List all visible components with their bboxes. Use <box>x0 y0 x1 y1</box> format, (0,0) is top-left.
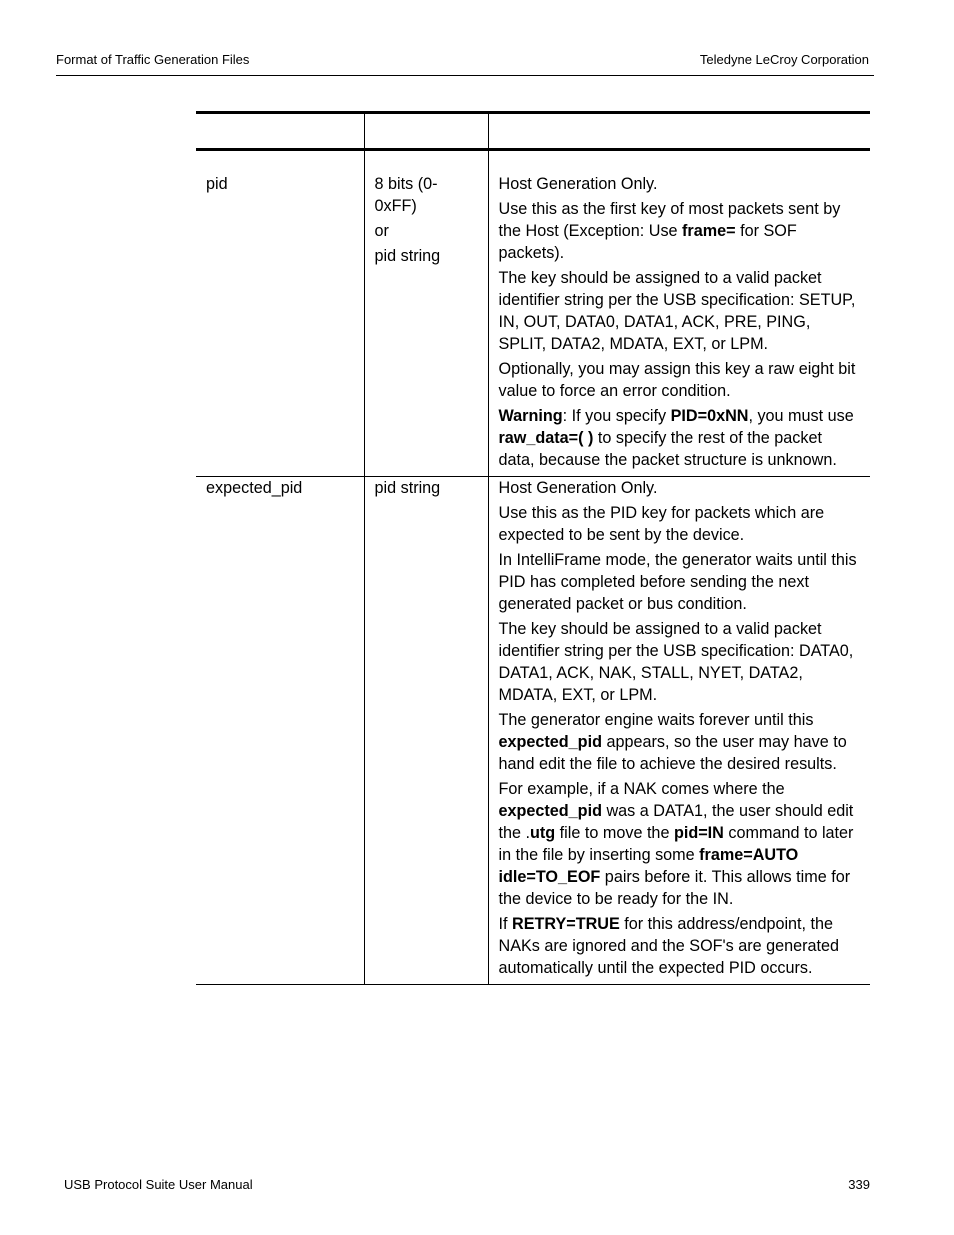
key-definition-table <box>196 111 870 985</box>
description-paragraph <box>499 173 862 195</box>
table-row <box>196 173 870 477</box>
text-run: If <box>498 915 512 933</box>
description-cell <box>488 477 870 985</box>
text-run: was a DATA1, the user should edit the . <box>498 802 854 842</box>
table-spacer-row <box>196 150 870 174</box>
running-header <box>56 52 869 72</box>
table-header-row <box>196 113 870 150</box>
text-run: for SOF packets). <box>498 222 797 262</box>
header-company: Teledyne LeCroy Corporation <box>699 52 869 67</box>
description-paragraph <box>499 549 862 615</box>
text-run: Optionally, you may assign this key a raw eight bit value to force an error condition. <box>498 360 856 400</box>
text-run: Host Generation Only. <box>498 479 658 497</box>
bold-keyword: RETRY=TRUE <box>512 915 620 933</box>
key-table <box>196 111 870 985</box>
bold-keyword: frame=AUTO idle=TO_EOF <box>498 846 799 886</box>
text-run: The generator engine waits forever until this <box>498 711 814 729</box>
header-cell-key <box>196 113 364 150</box>
description-paragraph <box>499 778 862 910</box>
bold-keyword: expected_pid <box>498 802 602 820</box>
text-run: for this address/endpoint, the NAKs are ignored and the SOF's are generated automatically until the expected PID occurs. <box>498 915 840 977</box>
description-paragraph <box>499 913 862 979</box>
description-paragraph <box>499 198 862 264</box>
text-run: The key should be assigned to a valid packet identifier string per the USB specification: DATA0, DATA1, ACK, NAK, STALL, NYET, DATA2, MDATA, EXT, or LPM. <box>498 620 854 704</box>
text-run: For example, if a NAK comes where the <box>498 780 785 798</box>
text-run: pairs before it. This allows time for the device to be ready for the IN. <box>498 868 851 908</box>
description-paragraph <box>499 477 862 499</box>
value-line: pid string <box>374 479 441 497</box>
key-cell: pid <box>196 173 364 477</box>
header-cell-value <box>364 113 488 150</box>
text-run: file to move the <box>555 824 674 842</box>
bold-keyword: Warning <box>498 407 563 425</box>
header-rule <box>56 75 874 76</box>
value-line: pid string <box>374 247 441 265</box>
description-paragraph <box>499 502 862 546</box>
description-paragraph <box>499 709 862 775</box>
header-section-title: Format of Traffic Generation Files <box>56 52 250 67</box>
description-paragraph <box>499 618 862 706</box>
value-cell <box>364 477 488 985</box>
page-number: 339 <box>848 1177 870 1192</box>
running-footer <box>64 1177 870 1197</box>
text-run: Use this as the first key of most packets sent by the Host (Exception: Use <box>498 200 841 240</box>
text-run: In IntelliFrame mode, the generator waits until this PID has completed before sending the next generated packet or bus condition. <box>498 551 857 613</box>
description-cell <box>488 173 870 477</box>
header-cell-description <box>488 113 870 150</box>
text-run: The key should be assigned to a valid packet identifier string per the USB specification: SETUP, IN, OUT, DATA0, DATA1, ACK, PRE, PING, SPLIT, DATA2, MDATA, EXT, or LPM. <box>498 269 856 353</box>
value-cell <box>364 173 488 477</box>
text-run: Host Generation Only. <box>498 175 658 193</box>
text-run: to specify the rest of the packet data, because the packet structure is unknown. <box>498 429 837 469</box>
bold-keyword: raw_data=( ) <box>498 429 594 447</box>
bold-keyword: pid=IN <box>673 824 724 842</box>
value-line: or <box>374 222 389 240</box>
text-run: , you must use <box>748 407 854 425</box>
text-run: Use this as the PID key for packets which are expected to be sent by the device. <box>498 504 825 544</box>
description-paragraph <box>499 267 862 355</box>
bold-keyword: utg <box>530 824 556 842</box>
table-row <box>196 477 870 985</box>
text-run: appears, so the user may have to hand edit the file to achieve the desired results. <box>498 733 847 773</box>
bold-keyword: PID=0xNN <box>670 407 749 425</box>
bold-keyword: expected_pid <box>498 733 602 751</box>
bold-keyword: frame= <box>682 222 736 240</box>
text-run: command to later in the file by inserting some <box>498 824 854 864</box>
value-line: 8 bits (0-0xFF) <box>374 175 438 215</box>
text-run: : If you specify <box>562 407 671 425</box>
key-cell: expected_pid <box>196 477 364 985</box>
footer-manual-title: USB Protocol Suite User Manual <box>64 1177 253 1192</box>
description-paragraph <box>499 405 862 471</box>
description-paragraph <box>499 358 862 402</box>
